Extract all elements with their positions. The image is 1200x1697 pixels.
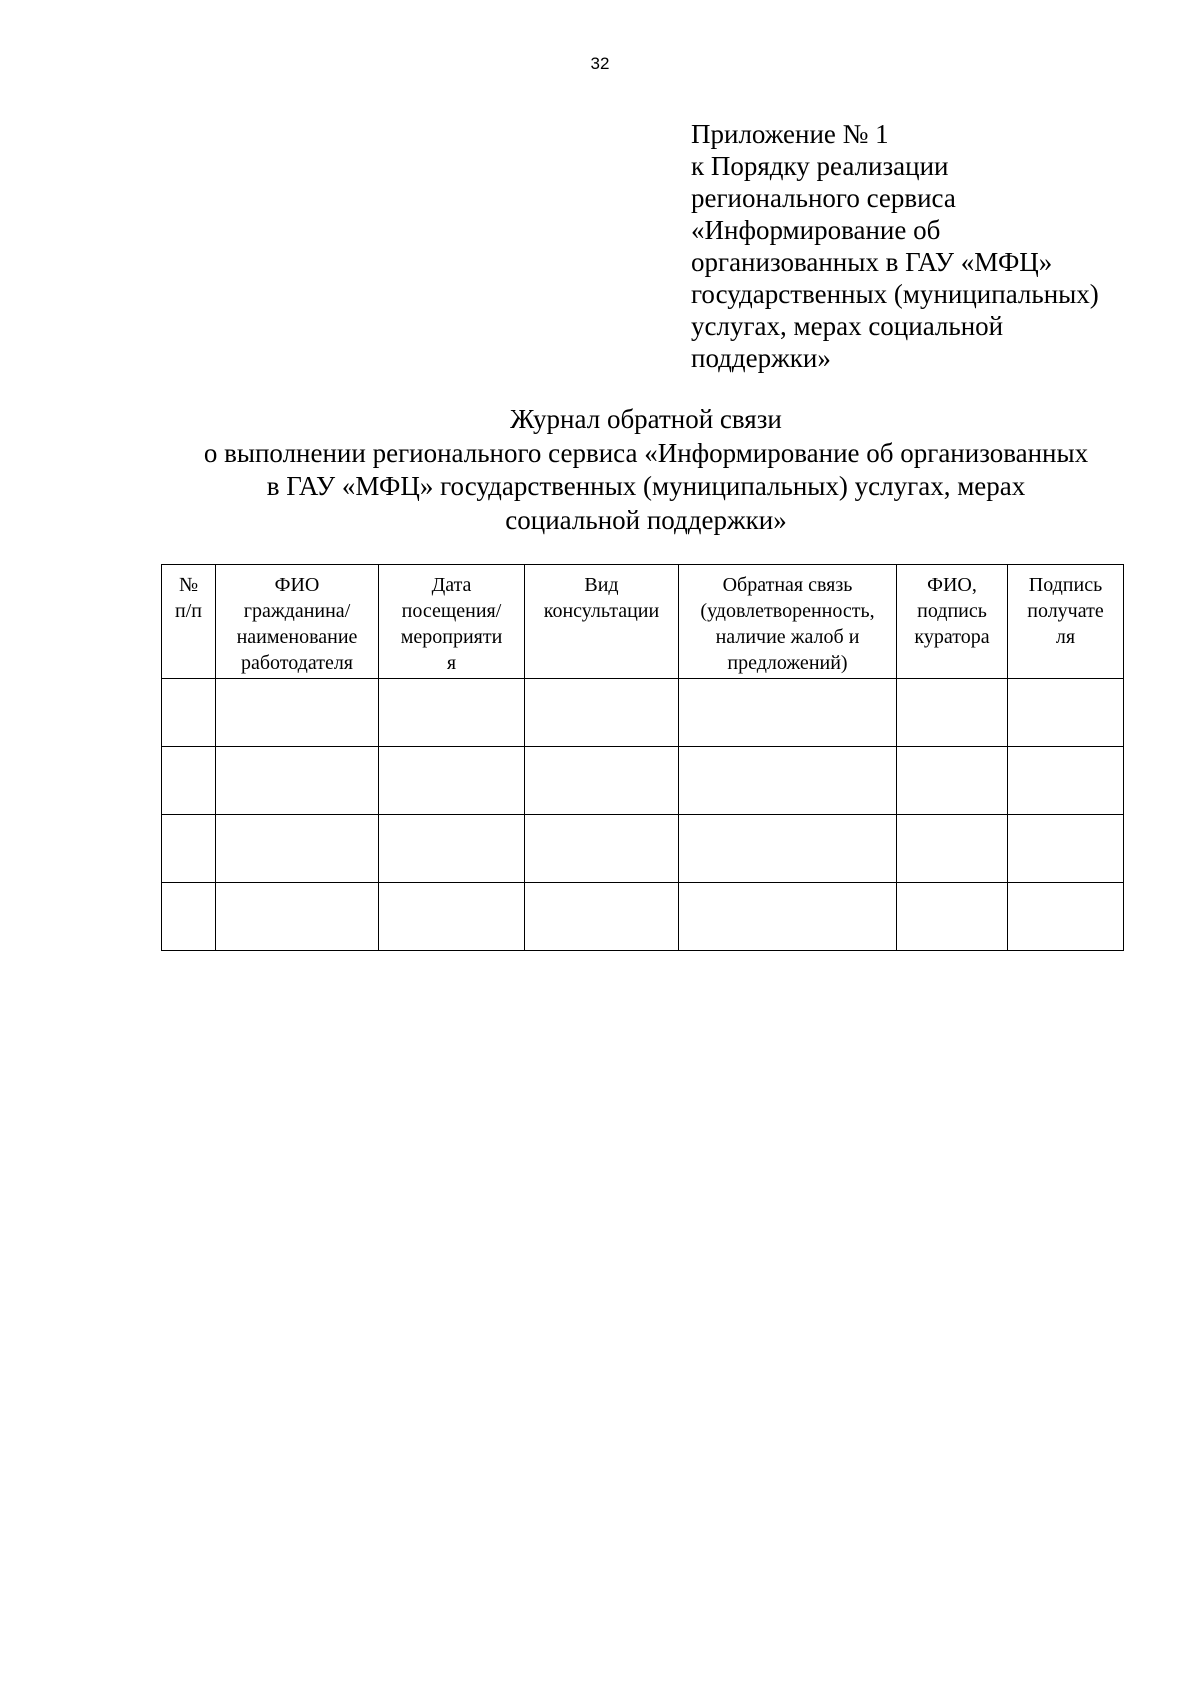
table-row (162, 747, 1124, 815)
table-cell (162, 883, 216, 951)
table-cell (525, 679, 679, 747)
table-header-row (162, 565, 1124, 679)
table-cell (1008, 815, 1124, 883)
header-feedback: Обратная связь (удовлетворенность, наличие жалоб и предложений) (679, 565, 897, 679)
appendix-line: к Порядку реализации (691, 151, 949, 181)
table-cell (162, 747, 216, 815)
table-cell (897, 883, 1008, 951)
header-row-number: № п/п (162, 565, 216, 679)
table-cell (216, 679, 379, 747)
journal-title-line: социальной поддержки» (505, 504, 787, 535)
table-cell (525, 815, 679, 883)
table-cell (679, 747, 897, 815)
table-cell (379, 883, 525, 951)
table-cell (897, 815, 1008, 883)
journal-title (120, 403, 1172, 537)
header-consultation-type: Вид консультации (525, 565, 679, 679)
table-row (162, 815, 1124, 883)
table-cell (379, 747, 525, 815)
table-row (162, 883, 1124, 951)
table-cell (1008, 883, 1124, 951)
appendix-line: государственных (муниципальных) (691, 279, 1099, 309)
appendix-line: услугах, мерах социальной (691, 311, 1004, 341)
header-recipient-signature: Подпись получате ля (1008, 565, 1124, 679)
table-cell (679, 815, 897, 883)
table-cell (216, 747, 379, 815)
journal-title-line: Журнал обратной связи (510, 404, 782, 434)
table-cell (379, 815, 525, 883)
table-cell (679, 679, 897, 747)
table-cell (897, 679, 1008, 747)
header-curator: ФИО, подпись куратора (897, 565, 1008, 679)
table-cell (1008, 679, 1124, 747)
header-citizen-name: ФИО гражданина/ наименование работодателя (216, 565, 379, 679)
appendix-line: организованных в ГАУ «МФЦ» (691, 247, 1053, 277)
header-visit-date: Дата посещения/ мероприяти я (379, 565, 525, 679)
table-row (162, 679, 1124, 747)
table-cell (162, 815, 216, 883)
table-cell (216, 883, 379, 951)
table-cell (1008, 747, 1124, 815)
table-cell (162, 679, 216, 747)
appendix-line: поддержки» (691, 343, 831, 373)
journal-title-line: в ГАУ «МФЦ» государственных (муниципальных) услугах, мерах (266, 471, 1026, 501)
appendix-line: Приложение № 1 (691, 119, 889, 149)
appendix-line: регионального сервиса (691, 183, 956, 213)
table-cell (525, 747, 679, 815)
table-cell (897, 747, 1008, 815)
table-cell (525, 883, 679, 951)
appendix-reference (691, 118, 1191, 374)
page-number: 32 (590, 54, 610, 73)
feedback-log-table (161, 564, 1124, 951)
table-cell (379, 679, 525, 747)
table-cell (216, 815, 379, 883)
appendix-line: «Информирование об (691, 215, 941, 245)
table-cell (679, 883, 897, 951)
journal-title-line: о выполнении регионального сервиса «Информирование об организованных (203, 437, 1089, 468)
